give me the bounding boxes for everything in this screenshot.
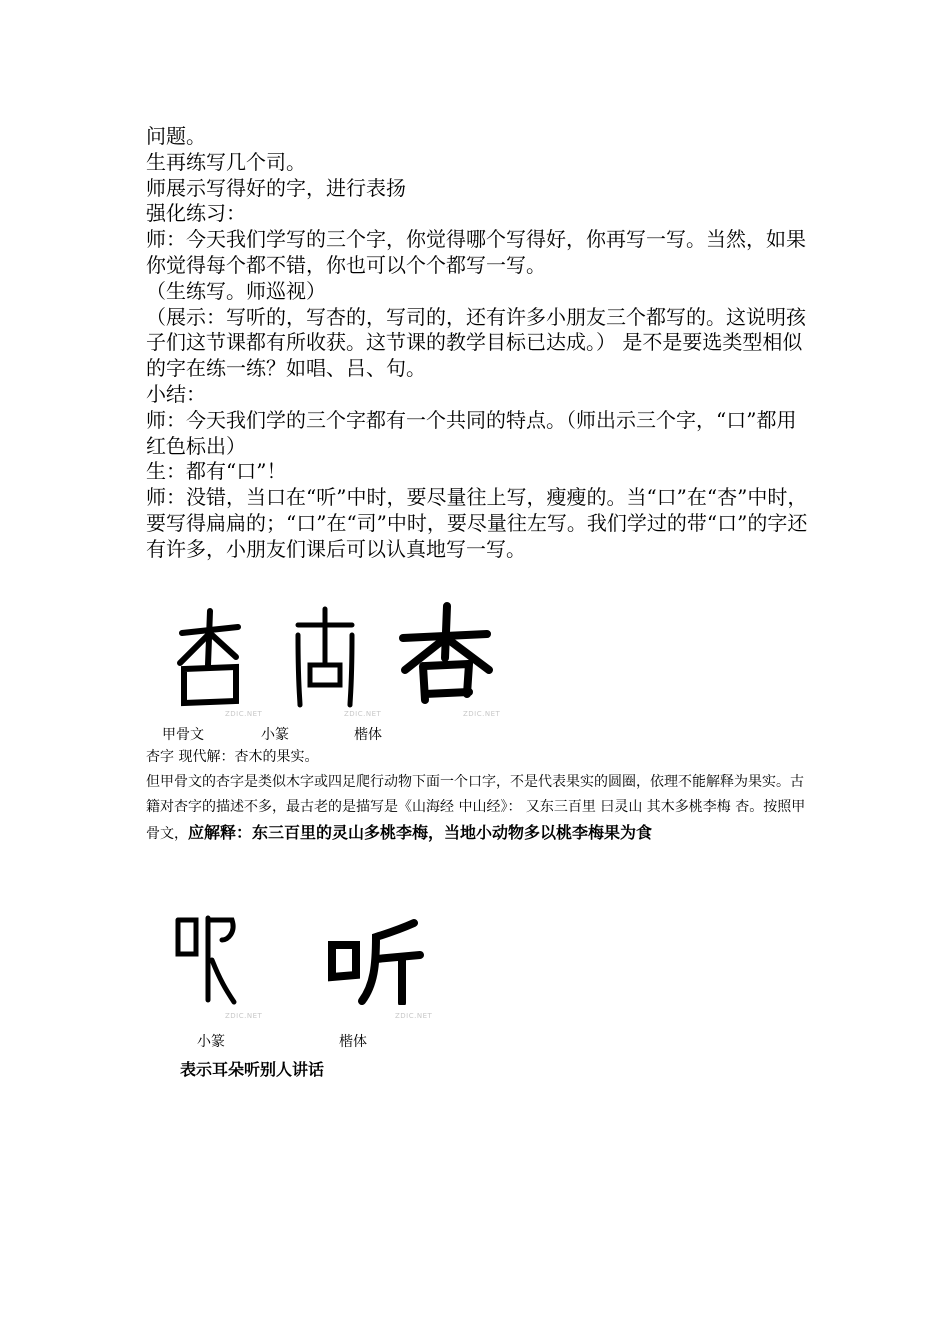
caption-seal: 小篆 (197, 1034, 225, 1050)
text-line: 小结： (146, 381, 206, 406)
caption-regular: 楷体 (354, 727, 382, 743)
ting-seal-glyph (172, 910, 240, 1010)
watermark: ZDIC.NET (395, 1012, 433, 1020)
watermark: ZDIC.NET (225, 710, 263, 718)
xing-note-bold: 应解释：东三百里的灵山多桃李梅，当地小动物多以桃李梅果为食 (188, 823, 653, 842)
xing-notes (146, 745, 816, 847)
ting-note: 表示耳朵听别人讲话 (180, 1060, 325, 1079)
xing-oracle-bone-glyph (172, 605, 250, 710)
xing-regular-glyph (395, 600, 495, 705)
watermark: ZDIC.NET (463, 710, 501, 718)
ting-regular-glyph (326, 915, 426, 1005)
text-line: 师展示写得好的字，进行表扬 (146, 175, 406, 200)
text-line: 强化练习： (146, 201, 246, 226)
text-line: 师：今天我们学写的三个字，你觉得哪个写得好，你再写一写。当然，如果你觉得每个都不错，你也可以个个都写一写。 (146, 227, 806, 277)
text-line: 生：都有“口”！ (146, 459, 287, 484)
caption-seal: 小篆 (261, 727, 289, 743)
watermark: ZDIC.NET (344, 710, 382, 718)
xing-note-paragraph (146, 770, 816, 847)
watermark: ZDIC.NET (225, 1012, 263, 1020)
text-line: 师：今天我们学的三个字都有一个共同的特点。（师出示三个字，“口”都用红色标出） (146, 407, 797, 458)
xing-note-normal: 但甲骨文的杏字是类似木字或四足爬行动物下面一个口字，不是代表果实的圆圈，依理不能解释为果实。古籍对杏字的描述不多，最古老的是描写是《山海经 中山经》： 又东三百里 曰灵山 其木多桃李梅 杏。按照甲骨文， (146, 774, 806, 842)
text-line: （展示：写听的，写杏的，写司的，还有许多小朋友三个都写的。这说明孩子们这节课都有所收获。这节课的教学目标已达成。） 是不是要选类型相似的字在练一练？如唱、吕、句。 (146, 304, 806, 381)
text-line: 师：没错，当口在“听”中时，要尽量往上写，瘦瘦的。当“口”在“杏”中时，要写得扁扁的；“口”在“司”中时，要尽量往左写。我们学过的带“口”的字还有许多，小朋友们课后可以认真地写一写。 (146, 485, 808, 561)
lesson-text (146, 124, 816, 563)
caption-regular: 楷体 (339, 1034, 367, 1050)
text-line: 生再练写几个司。 (146, 149, 306, 174)
text-line: （生练写。师巡视） (146, 278, 326, 303)
caption-oracle-bone: 甲骨文 (162, 727, 204, 743)
text-line: 问题。 (146, 124, 206, 148)
xing-seal-glyph (290, 605, 360, 710)
xing-note-line: 杏字 现代解：杏木的果实。 (146, 749, 319, 765)
